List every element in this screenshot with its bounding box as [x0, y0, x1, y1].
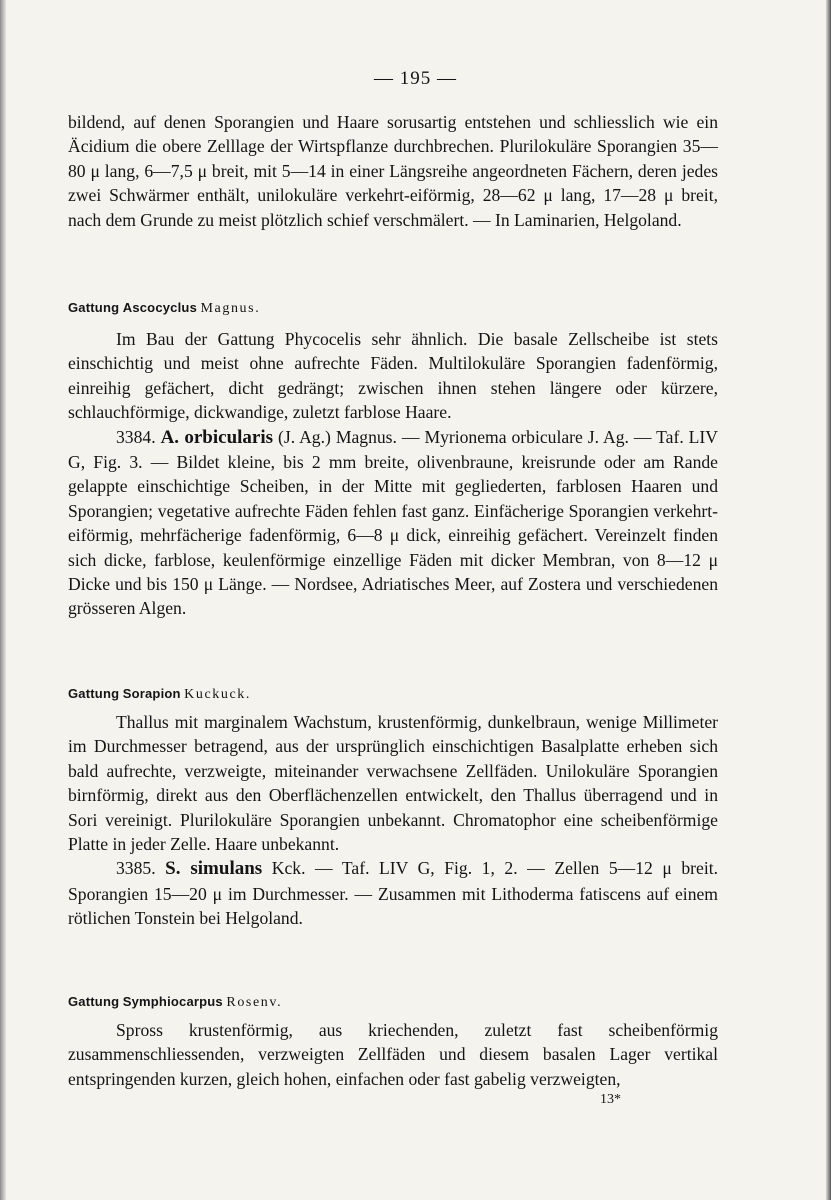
genus-name: Symphiocarpus	[122, 994, 223, 1009]
genus-author: Rosenv.	[226, 995, 283, 1010]
symphiocarpus-body	[68, 1018, 718, 1091]
section-symphiocarpus	[68, 990, 718, 1015]
signature-mark: 13*	[600, 1092, 621, 1107]
section-sorapion	[68, 682, 718, 707]
genus-description-sorapion: Thallus mit marginalem Wachstum, krustenförmig, dunkelbraun, wenige Millimeter im Durchmesser betragend, aus der ursprünglich einschichtigen Basalplatte erheben sich bald aufrechte, verzweigte, miteinander verwachsene Zellfäden. Unilokuläre Sporangien birnförmig, direkt aus den Oberflächenzellen entwickelt, den Thallus überragend und in Sori vereinigt. Plurilokuläre Sporangien unbekannt. Chromatophor eine scheibenförmige Platte in jeder Zelle. Haare unbekannt.	[68, 712, 718, 855]
species-entry-3385	[68, 856, 718, 930]
genus-heading-prefix: Gattung	[68, 300, 120, 315]
page-number: — 195 —	[374, 68, 457, 89]
genus-name: Sorapion	[122, 686, 181, 701]
scan-edge-right	[826, 0, 831, 1200]
ascocyclus-body	[68, 327, 718, 621]
section-ascocyclus	[68, 296, 718, 321]
species-entry-3384	[68, 425, 718, 621]
genus-name: Ascocyclus	[122, 300, 197, 315]
species-text: — Taf. LIV G, Fig. 1, 2. — Zellen 5—12 μ breit. Sporangien 15—20 μ im Durchmesser. — Zusammen mit Lithoderma fatiscens auf einem rötlichen Tonstein bei Helgoland.	[68, 858, 718, 929]
continuation-paragraph: bildend, auf denen Sporangien und Haare sorusartig entstehen und schliesslich wie ein Äcidium die obere Zelllage der Wirtspflanze durchbrechen. Plurilokuläre Sporangien 35—80 μ lang, 6—7,5 μ breit, mit 5—14 in einer Längsreihe angeordneten Fächern, deren jedes zwei Schwärmer enthält, unilokuläre verkehrt-eiförmig, 28—62 μ lang, 17—28 μ breit, nach dem Grunde zu meist plötzlich schief verschmälert. — In Laminarien, Helgoland.	[68, 112, 718, 230]
species-number: 3384.	[116, 426, 156, 447]
genus-description-symphiocarpus: Spross krustenförmig, aus kriechenden, zuletzt fast scheibenförmig zusammenschliessenden, verzweigten Zellfäden und diesem basalen Lager vertikal entspringenden kurzen, gleich hohen, einfachen oder fast gabelig verzweigten,	[68, 1020, 718, 1089]
species-text: — Myrionema orbiculare J. Ag. — Taf. LIV G, Fig. 3. — Bildet kleine, bis 2 mm breite, olivenbraune, kreisrunde oder am Rande gelappte einschichtige Scheiben, in der Mitte mit gegliederten, farblosen Haaren und Sporangien; vegetative aufrechte Fäden fehlen fast ganz. Einfächerige Sporangien verkehrt-eiförmig, mehrfächerige fadenförmig, 6—8 μ dick, einreihig gefächert. Vereinzelt finden sich dicke, farblose, keulenförmige einzellige Fäden mit dicker Membran, von 8—12 μ Dicke und bis 150 μ Länge. — Nordsee, Adriatisches Meer, auf Zostera und verschiedenen grösseren Algen.	[68, 426, 718, 619]
sorapion-body	[68, 710, 718, 931]
species-authority: Kck.	[271, 858, 306, 879]
genus-heading-ascocyclus	[68, 296, 718, 321]
scan-edge-left	[0, 0, 6, 1200]
genus-author: Magnus.	[200, 301, 261, 316]
genus-heading-prefix: Gattung	[68, 994, 120, 1009]
continuation-block	[68, 110, 718, 232]
genus-description-ascocyclus: Im Bau der Gattung Phycocelis sehr ähnlich. Die basale Zellscheibe ist stets einschichtig und meist ohne aufrechte Fäden. Multilokuläre Sporangien fadenförmig, einreihig gefächert, dicht gedrängt; zwischen ihnen stehen längere oder kürzere, schlauchförmige, dickwandige, zuletzt farblose Haare.	[68, 329, 718, 423]
species-number: 3385.	[116, 858, 156, 879]
genus-heading-symphiocarpus	[68, 990, 718, 1015]
genus-heading-prefix: Gattung	[68, 686, 120, 701]
genus-author: Kuckuck.	[184, 687, 252, 702]
species-authority: (J. Ag.) Magnus.	[278, 426, 397, 447]
species-name: A. orbicularis	[160, 426, 274, 448]
genus-heading-sorapion	[68, 682, 718, 707]
species-name: S. simulans	[165, 858, 263, 880]
